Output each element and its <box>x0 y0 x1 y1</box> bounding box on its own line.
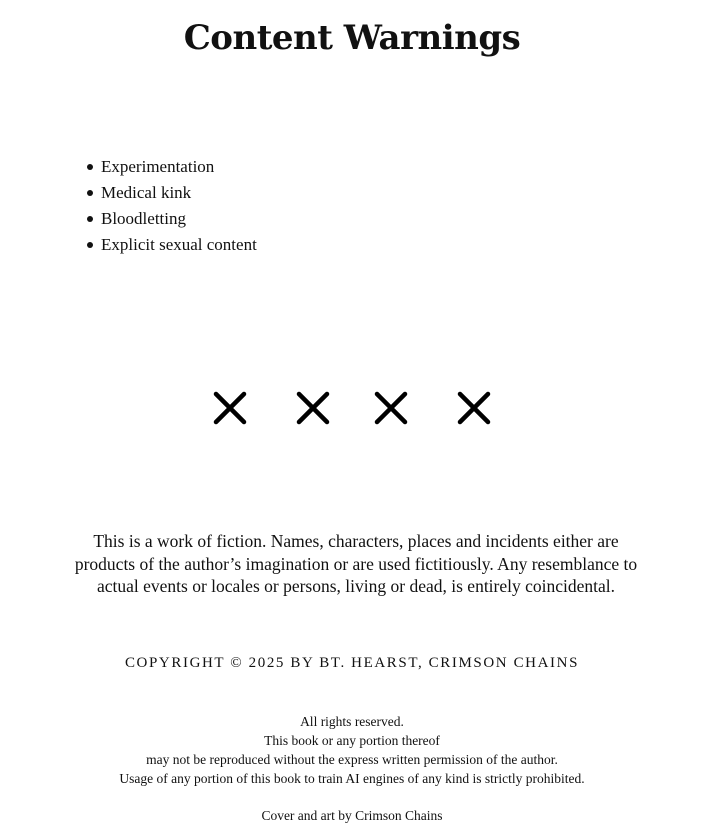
x-mark-icon <box>373 390 409 426</box>
warning-item: Experimentation <box>101 154 257 180</box>
copyright-notice: COPYRIGHT © 2025 BY BT. HEARST, CRIMSON CHAINS <box>124 655 580 671</box>
rights-notice <box>0 712 704 788</box>
warning-item: Explicit sexual content <box>101 232 257 258</box>
rights-line: All rights reserved. <box>300 714 404 729</box>
content-warning-list <box>101 154 257 258</box>
warning-item: Bloodletting <box>101 206 257 232</box>
page-title: Content Warnings <box>183 18 521 58</box>
rights-line: This book or any portion thereof <box>264 733 440 748</box>
rights-line: Usage of any portion of this book to train AI engines of any kind is strictly prohibited. <box>119 771 585 786</box>
x-mark-icon <box>456 390 492 426</box>
x-mark-icon <box>212 390 248 426</box>
warning-item: Medical kink <box>101 180 257 206</box>
rights-line: may not be reproduced without the express written permission of the author. <box>146 752 558 767</box>
cover-credit: Cover and art by Crimson Chains <box>261 808 443 823</box>
section-divider <box>212 390 492 426</box>
x-mark-icon <box>295 390 331 426</box>
fiction-disclaimer: This is a work of fiction. Names, characters, places and incidents either are products of the author’s imagination or are used fictitiously. Any resemblance to actual events or locales or persons, living or dead, is entirely coincidental. <box>74 531 638 596</box>
